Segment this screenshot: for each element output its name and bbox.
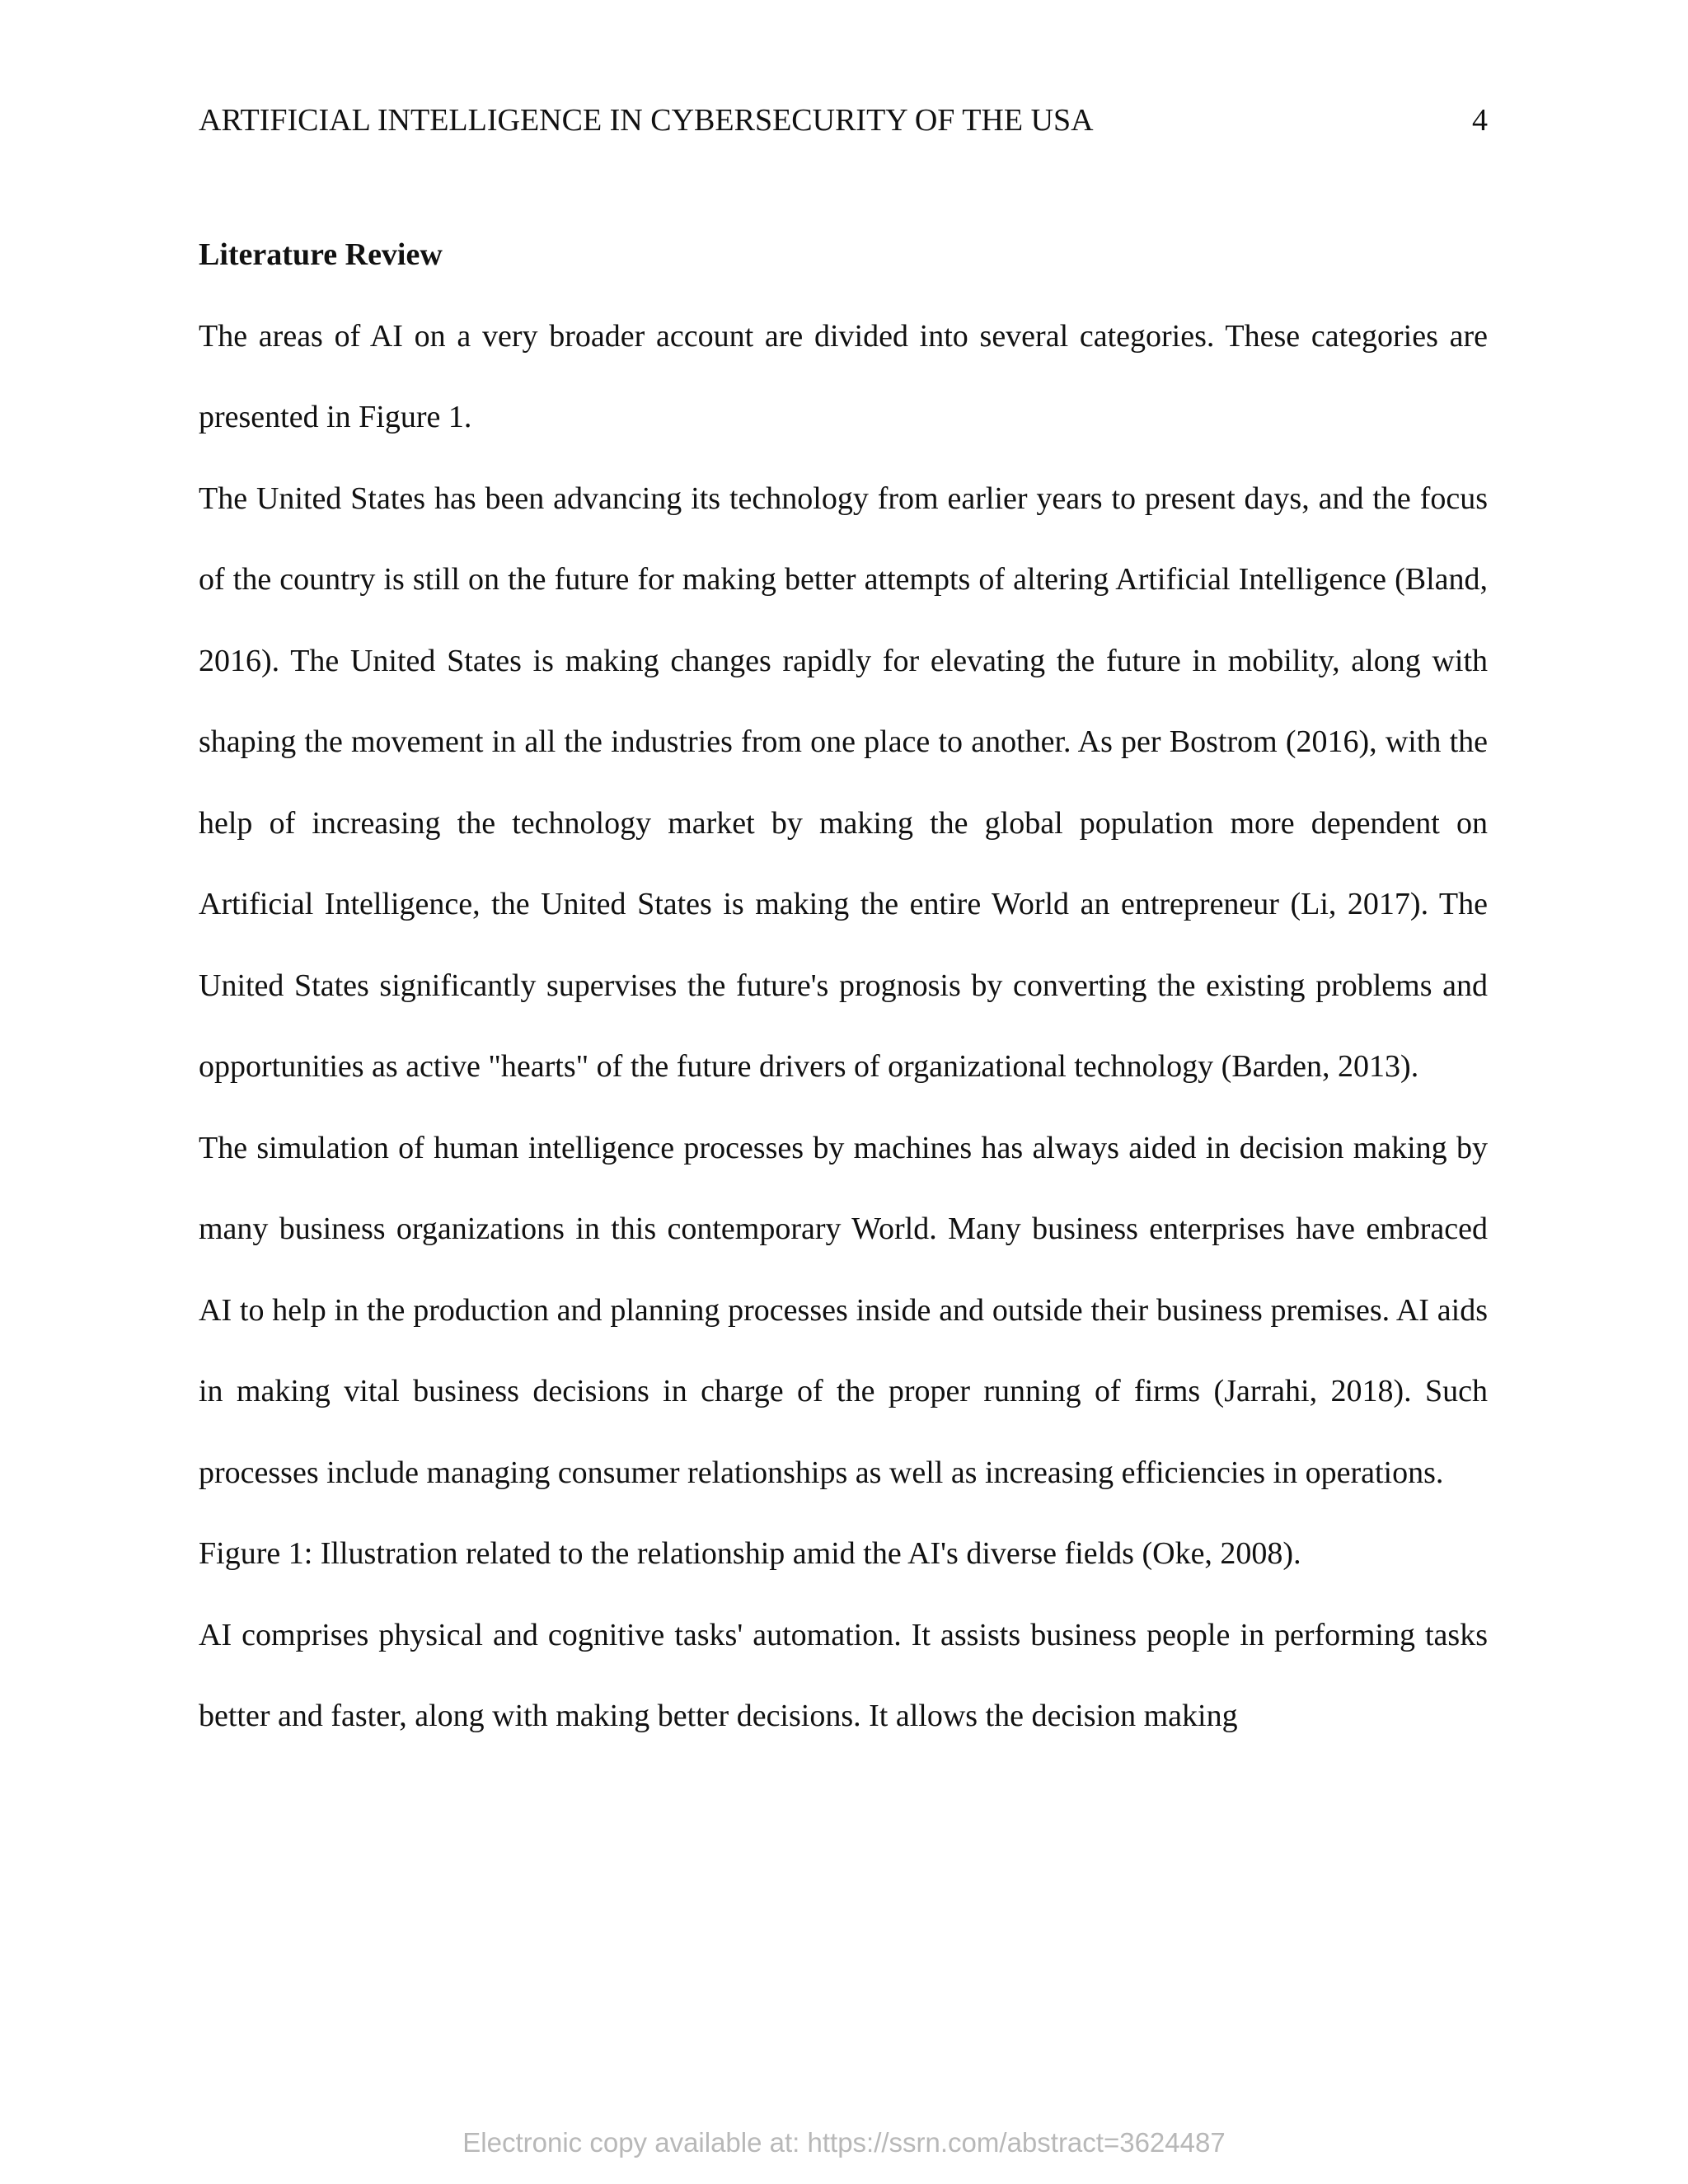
paragraph-closing: AI comprises physical and cognitive tasks' automation. It assists business people in performing tasks better and faster, along with making better decisions. It allows the decision making [199,1617,1488,1733]
running-title: ARTIFICIAL INTELLIGENCE IN CYBERSECURITY OF THE USA [199,103,1094,138]
paragraph-intro: The areas of AI on a very broader account are divided into several categories. These categories are presented in Figure 1. [199,318,1488,434]
running-head [199,97,1488,143]
section-heading: Literature Review [199,237,443,272]
page-number: 4 [1472,103,1488,138]
paragraph-simulation: The simulation of human intelligence processes by machines has always aided in decision making by many business organizations in this contemporary World. Many business enterprises have embraced AI to help in the production and planning processes inside and outside their business premises. AI aids in making vital business decisions in charge of the proper running of firms (Jarrahi, 2018). Such processes include managing consumer relationships as well as increasing efficiencies in operations. [199,1130,1488,1490]
body-text [199,214,1488,1757]
ssrn-footer-watermark: Electronic copy available at: https://ssrn.com/abstract=3624487 [462,2127,1226,2158]
paragraph-us-advancement: The United States has been advancing its technology from earlier years to present days, and the focus of the country is still on the future for making better attempts of altering Artificial Intelligence (Bland, 2016). The United States is making changes rapidly for elevating the future in mobility, along with shaping the movement in all the industries from one place to another. As per Bostrom (2016), with the help of increasing the technology market by making the global population more dependent on Artificial Intelligence, the United States is making the entire World an entrepreneur (Li, 2017). The United States significantly supervises the future's prognosis by converting the existing problems and opportunities as active "hearts" of the future drivers of organizational technology (Barden, 2013). [199,480,1488,1084]
figure-caption: Figure 1: Illustration related to the relationship amid the AI's diverse fields (Oke, 2008). [199,1536,1301,1571]
